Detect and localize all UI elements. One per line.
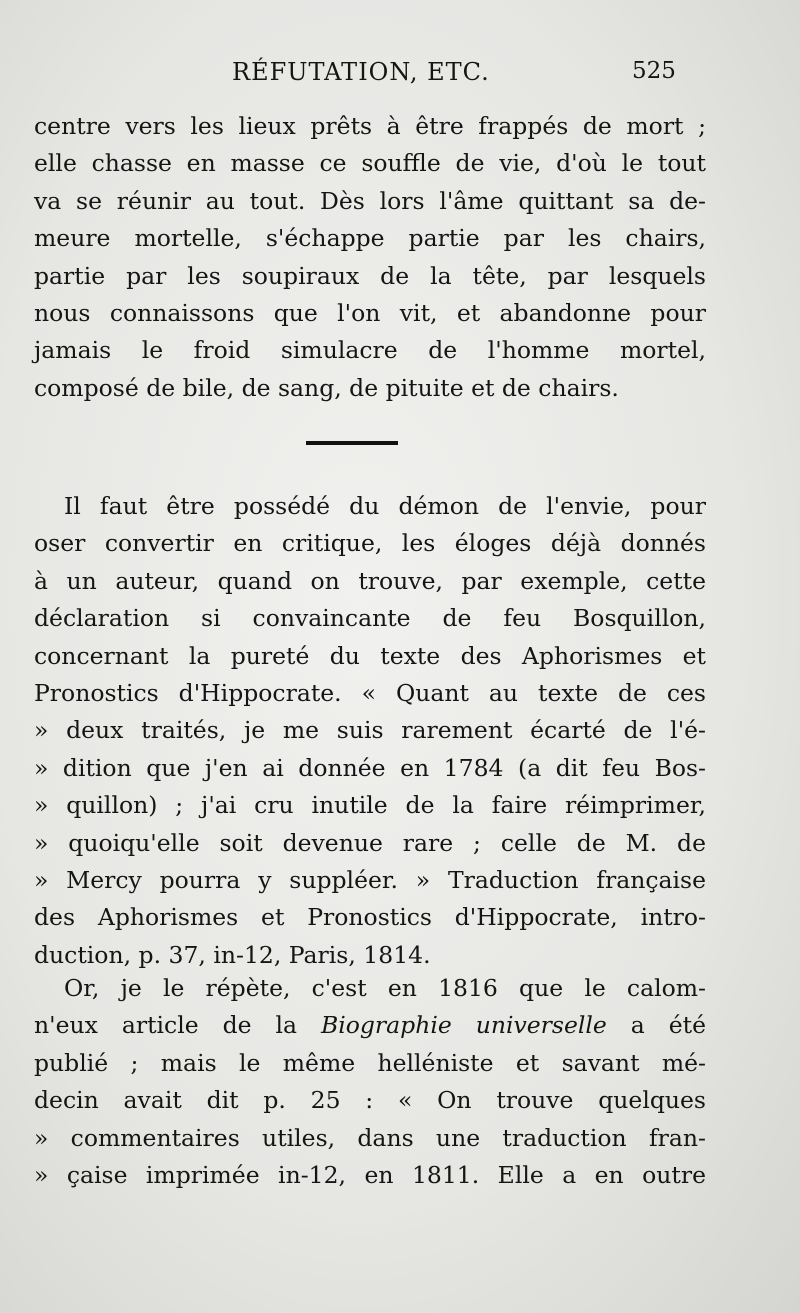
running-title: RÉFUTATION, ETC.: [232, 58, 490, 86]
text-line: Il faut être possédé du démon de l'envie, pour: [64, 492, 706, 520]
page-header: [0, 58, 800, 98]
paragraph-2: [34, 488, 706, 974]
text-line: partie par les soupiraux de la tête, par lesquels: [34, 261, 706, 290]
text-line: nous connaissons que l'on vit, et abandonne pour: [34, 298, 706, 327]
paragraph-3: [34, 970, 706, 1194]
text-line: duction, p. 37, in-12, Paris, 1814.: [34, 940, 431, 969]
text-line: decin avait dit p. 25 : « On trouve quelques: [34, 1086, 706, 1115]
section-separator: [306, 441, 398, 445]
text-line: déclaration si convaincante de feu Bosquillon,: [34, 604, 706, 633]
text-line: oser convertir en critique, les éloges déjà donnés: [34, 529, 706, 558]
text-line: Or, je le répète, c'est en 1816 que le calom-: [64, 974, 706, 1002]
text-line: » dition que j'en ai donnée en 1784 (a dit feu Bos-: [34, 753, 706, 782]
text-span: n'eux article de la: [34, 1011, 321, 1040]
text-line: des Aphorismes et Pronostics d'Hippocrate, intro-: [34, 903, 706, 932]
text-line: publié ; mais le même helléniste et savant mé-: [34, 1048, 706, 1077]
text-line: [34, 1007, 706, 1044]
text-line: » quillon) ; j'ai cru inutile de la faire réimprimer,: [34, 791, 706, 820]
text-line: centre vers les lieux prêts à être frappés de mort ;: [34, 112, 706, 140]
text-line: elle chasse en masse ce souffle de vie, d'où le tout: [34, 149, 706, 178]
text-line: concernant la pureté du texte des Aphorismes et: [34, 641, 706, 670]
page-number: 525: [632, 58, 676, 84]
italic-title: Biographie universelle: [320, 1011, 607, 1040]
text-line: » quoiqu'elle soit devenue rare ; celle de M. de: [34, 828, 706, 857]
text-line: jamais le froid simulacre de l'homme mortel,: [34, 336, 706, 365]
text-line: » commentaires utiles, dans une traduction fran-: [34, 1123, 706, 1152]
text-line: meure mortelle, s'échappe partie par les chairs,: [34, 224, 706, 253]
paragraph-1: [34, 108, 706, 407]
text-line: à un auteur, quand on trouve, par exemple, cette: [34, 566, 706, 595]
text-line: » Mercy pourra y suppléer. » Traduction française: [34, 865, 706, 894]
text-line: Pronostics d'Hippocrate. « Quant au texte de ces: [34, 678, 706, 707]
text-span: a été: [606, 1011, 706, 1040]
text-line: » çaise imprimée in-12, en 1811. Elle a en outre: [34, 1160, 706, 1189]
text-line: composé de bile, de sang, de pituite et de chairs.: [34, 373, 619, 402]
text-line: » deux traités, je me suis rarement écarté de l'é-: [34, 716, 706, 745]
text-line: va se réunir au tout. Dès lors l'âme quittant sa de-: [34, 186, 706, 215]
